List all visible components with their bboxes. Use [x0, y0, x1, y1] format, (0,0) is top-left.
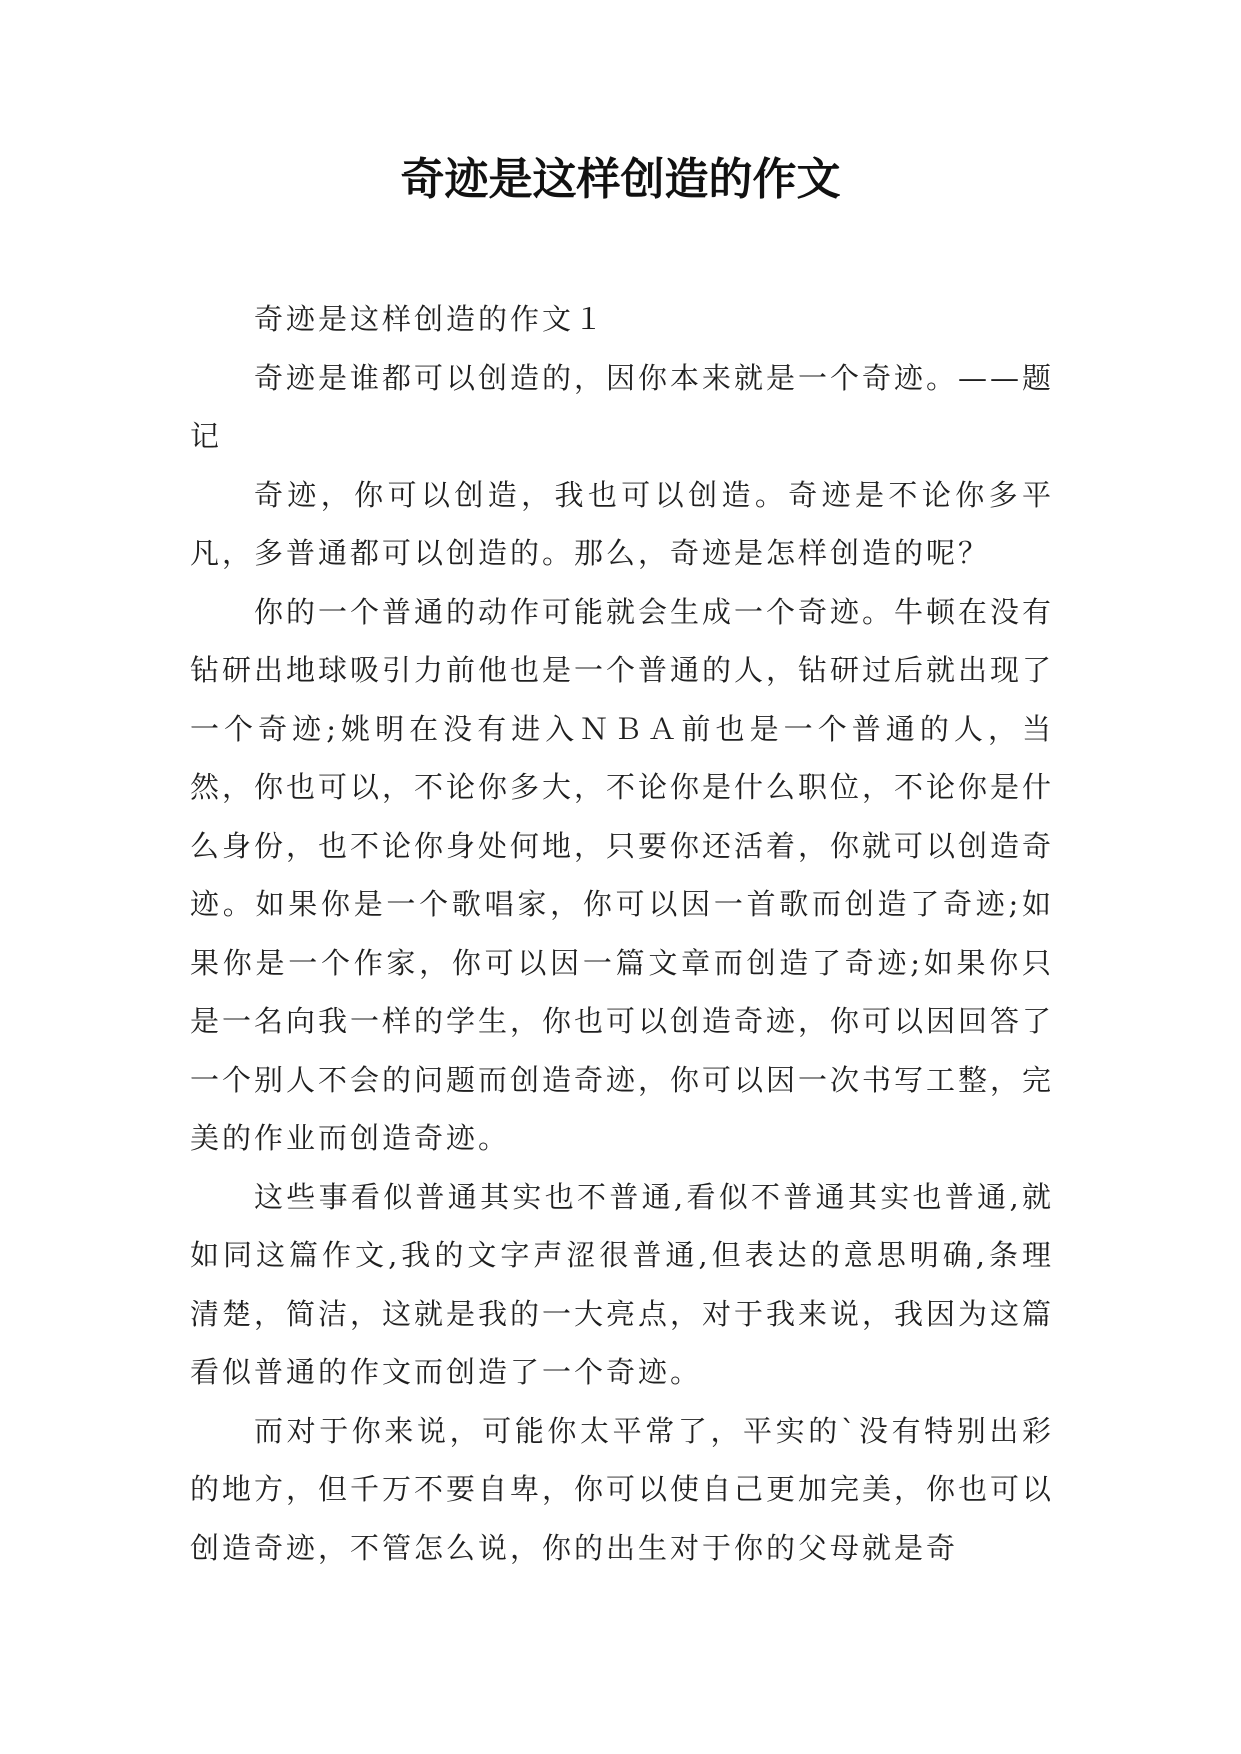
paragraph: 而对于你来说，可能你太平常了，平实的`没有特别出彩的地方，但千万不要自卑，你可以使自己更加完美，你也可以创造奇迹，不管怎么说，你的出生对于你的父母就是奇 — [190, 1413, 1055, 1565]
paragraph: 你的一个普通的动作可能就会生成一个奇迹。牛顿在没有钻研出地球吸引力前他也是一个普通的人，钻研过后就出现了一个奇迹;姚明在没有进入ＮＢＡ前也是一个普通的人，当然，你也可以，不论你多大，不论你是什么职位，不论你是什么身份，也不论你身处何地，只要你还活着，你就可以创造奇迹。如果你是一个歌唱家，你可以因一首歌而创造了奇迹;如果你是一个作家，你可以因一篇文章而创造了奇迹;如果你只是一名向我一样的学生，你也可以创造奇迹，你可以因回答了一个别人不会的问题而创造奇迹，你可以因一次书写工整，完美的作业而创造奇迹。 — [190, 594, 1055, 1155]
document-body — [190, 290, 1054, 1577]
paragraph: 这些事看似普通其实也不普通,看似不普通其实也普通,就如同这篇作文,我的文字声涩很普通,但表达的意思明确,条理清楚，简洁，这就是我的一大亮点，对于我来说，我因为这篇看似普通的作文而创造了一个奇迹。 — [190, 1179, 1055, 1389]
paragraph-subtitle: 奇迹是这样创造的作文１ — [254, 302, 607, 336]
document-title: 奇迹是这样创造的作文 — [400, 154, 841, 205]
paragraph-epigraph: 奇迹是谁都可以创造的，因你本来就是一个奇迹。——题记 — [190, 360, 1055, 453]
paragraph: 奇迹，你可以创造，我也可以创造。奇迹是不论你多平凡，多普通都可以创造的。那么，奇迹是怎样创造的呢？ — [190, 477, 1054, 570]
